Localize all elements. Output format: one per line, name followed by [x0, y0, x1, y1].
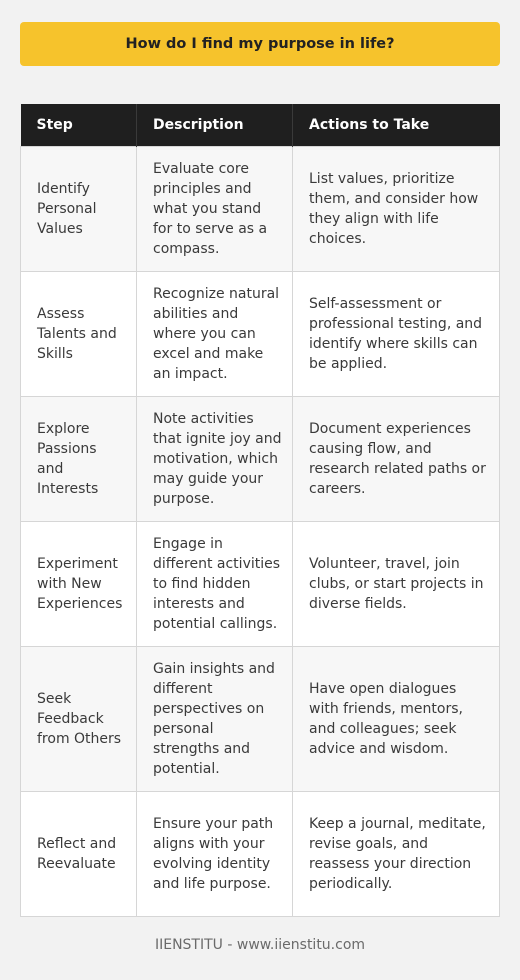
description-cell: Recognize natural abilities and where you can excel and make an impact. [137, 272, 293, 397]
table-row [21, 272, 500, 397]
actions-cell: List values, prioritize them, and consider how they align with life choices. [293, 147, 500, 272]
actions-cell: Volunteer, travel, join clubs, or start projects in diverse fields. [293, 522, 500, 647]
table-row [21, 792, 500, 917]
purpose-steps-table [20, 104, 500, 917]
step-cell: Seek Feedback from Others [21, 647, 137, 792]
header-actions: Actions to Take [293, 104, 500, 147]
table-header-row [21, 104, 500, 147]
description-cell: Evaluate core principles and what you stand for to serve as a compass. [137, 147, 293, 272]
actions-cell: Keep a journal, meditate, revise goals, and reassess your direction periodically. [293, 792, 500, 917]
description-cell: Gain insights and different perspectives on personal strengths and potential. [137, 647, 293, 792]
step-cell: Explore Passions and Interests [21, 397, 137, 522]
header-step: Step [21, 104, 137, 147]
actions-cell: Self-assessment or professional testing, and identify where skills can be applied. [293, 272, 500, 397]
step-cell: Identify Personal Values [21, 147, 137, 272]
description-cell: Engage in different activities to find hidden interests and potential callings. [137, 522, 293, 647]
table-row [21, 522, 500, 647]
actions-cell: Document experiences causing flow, and research related paths or careers. [293, 397, 500, 522]
description-cell: Ensure your path aligns with your evolving identity and life purpose. [137, 792, 293, 917]
actions-cell: Have open dialogues with friends, mentors, and colleagues; seek advice and wisdom. [293, 647, 500, 792]
page-title: How do I find my purpose in life? [20, 22, 500, 66]
step-cell: Experiment with New Experiences [21, 522, 137, 647]
step-cell: Reflect and Reevaluate [21, 792, 137, 917]
table-row [21, 397, 500, 522]
table-row [21, 647, 500, 792]
description-cell: Note activities that ignite joy and motivation, which may guide your purpose. [137, 397, 293, 522]
header-description: Description [137, 104, 293, 147]
footer-credit: IIENSTITU - www.iienstitu.com [154, 937, 366, 953]
step-cell: Assess Talents and Skills [21, 272, 137, 397]
table-row [21, 147, 500, 272]
